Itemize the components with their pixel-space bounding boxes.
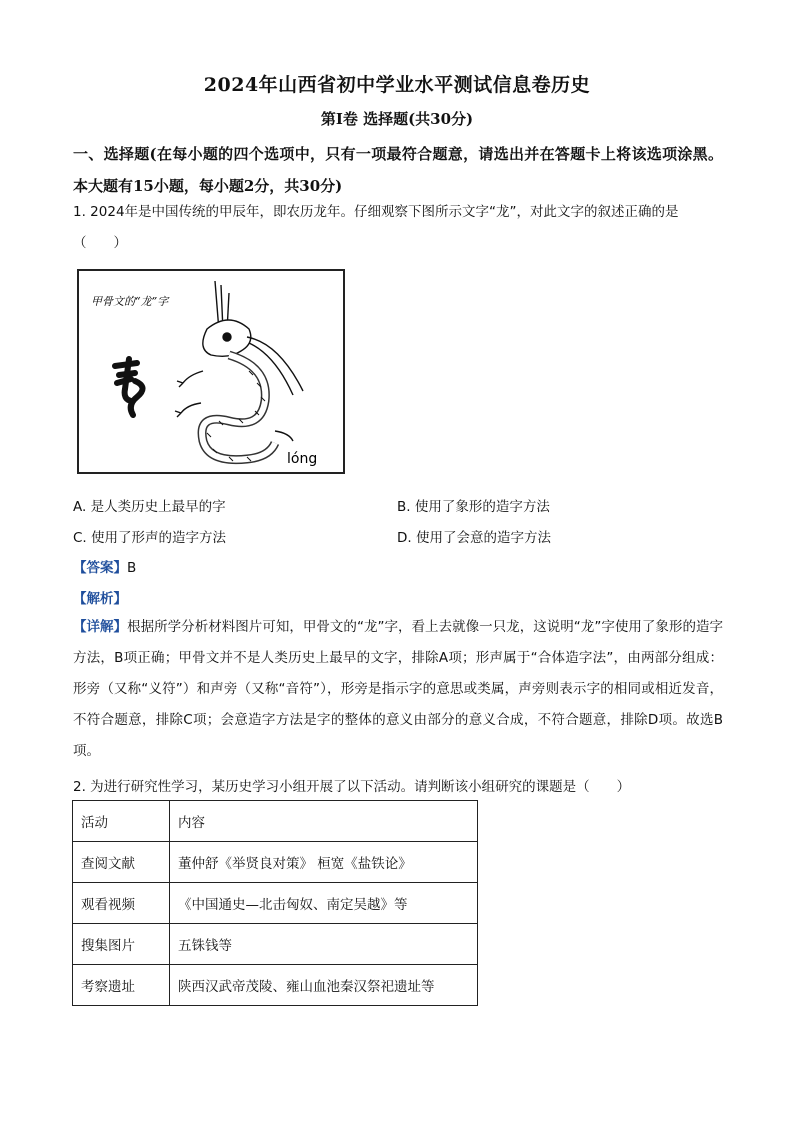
question-2-stem: 2. 为进行研究性学习，某历史学习小组开展了以下活动。请判断该小组研究的课题是（ ） [73,779,631,795]
analysis-line [73,587,127,607]
table-cell: 查阅文献 [73,842,170,883]
section-heading: 一、选择题(在每小题的四个选项中，只有一项最符合题意，请选出并在答题卡上将该选项涂黑。本大题有15小题，每小题2分，共30分) [73,145,723,195]
table-cell: 五铢钱等 [170,924,478,965]
option-d: D. 使用了会意的造字方法 [397,530,551,546]
table-header-row [73,801,478,842]
table-cell: 董仲舒《举贤良对策》 桓宽《盐铁论》 [170,842,478,883]
section-subtitle: 第Ⅰ卷 选择题(共30分) [320,110,474,128]
option-b: B. 使用了象形的造字方法 [397,499,550,515]
table-cell: 考察遗址 [73,965,170,1006]
table-header-cell: 活动 [73,801,170,842]
answer-value: B [127,560,137,576]
activity-table [72,800,478,1006]
option-a: A. 是人类历史上最早的字 [73,499,226,515]
table-cell: 《中国通史—北击匈奴、南定吴越》等 [170,883,478,924]
table-cell: 搜集图片 [73,924,170,965]
detail-tag: 【详解】 [73,619,128,635]
option-c: C. 使用了形声的造字方法 [73,530,227,546]
table-row [73,842,478,883]
figure-caption: 甲骨文的“龙”字 [91,295,169,308]
page-title: 2024年山西省初中学业水平测试信息卷历史 [203,74,591,96]
detail-text: 根据所学分析材料图片可知，甲骨文的“龙”字，看上去就像一只龙，这说明“龙”字使用了象形的造字方法，B项正确；甲骨文并不是人类历史上最早的文字，排除A项；形声属于“合体造字法”，由两部分组成：形旁（又称“义符”）和声旁（又称“音符”），形旁是指示字的意思或类属，声旁则表示字的相同或相近发音，不符合题意，排除C项；会意造字方法是字的整体的意义由部分的意义合成，不符合题意，排除D项。故选B项。 [73,619,724,759]
table-cell: 陕西汉武帝茂陵、雍山血池秦汉祭祀遗址等 [170,965,478,1006]
dragon-illustration [79,271,343,472]
table-cell: 观看视频 [73,883,170,924]
oracle-bone-glyph [115,359,143,415]
table-row [73,924,478,965]
dragon-figure [77,269,345,474]
dragon-drawing [175,281,303,461]
answer-tag: 【答案】 [73,560,127,576]
detail-paragraph [73,612,723,767]
table-row [73,883,478,924]
table-row [73,965,478,1006]
answer-line [73,556,136,576]
question-1-stem: 1. 2024年是中国传统的甲辰年，即农历龙年。仔细观察下图所示文字“龙”，对此文字的叙述正确的是（ ） [73,204,679,251]
pinyin-label: lóng [287,451,318,467]
table-header-cell: 内容 [170,801,478,842]
analysis-tag: 【解析】 [73,591,127,607]
